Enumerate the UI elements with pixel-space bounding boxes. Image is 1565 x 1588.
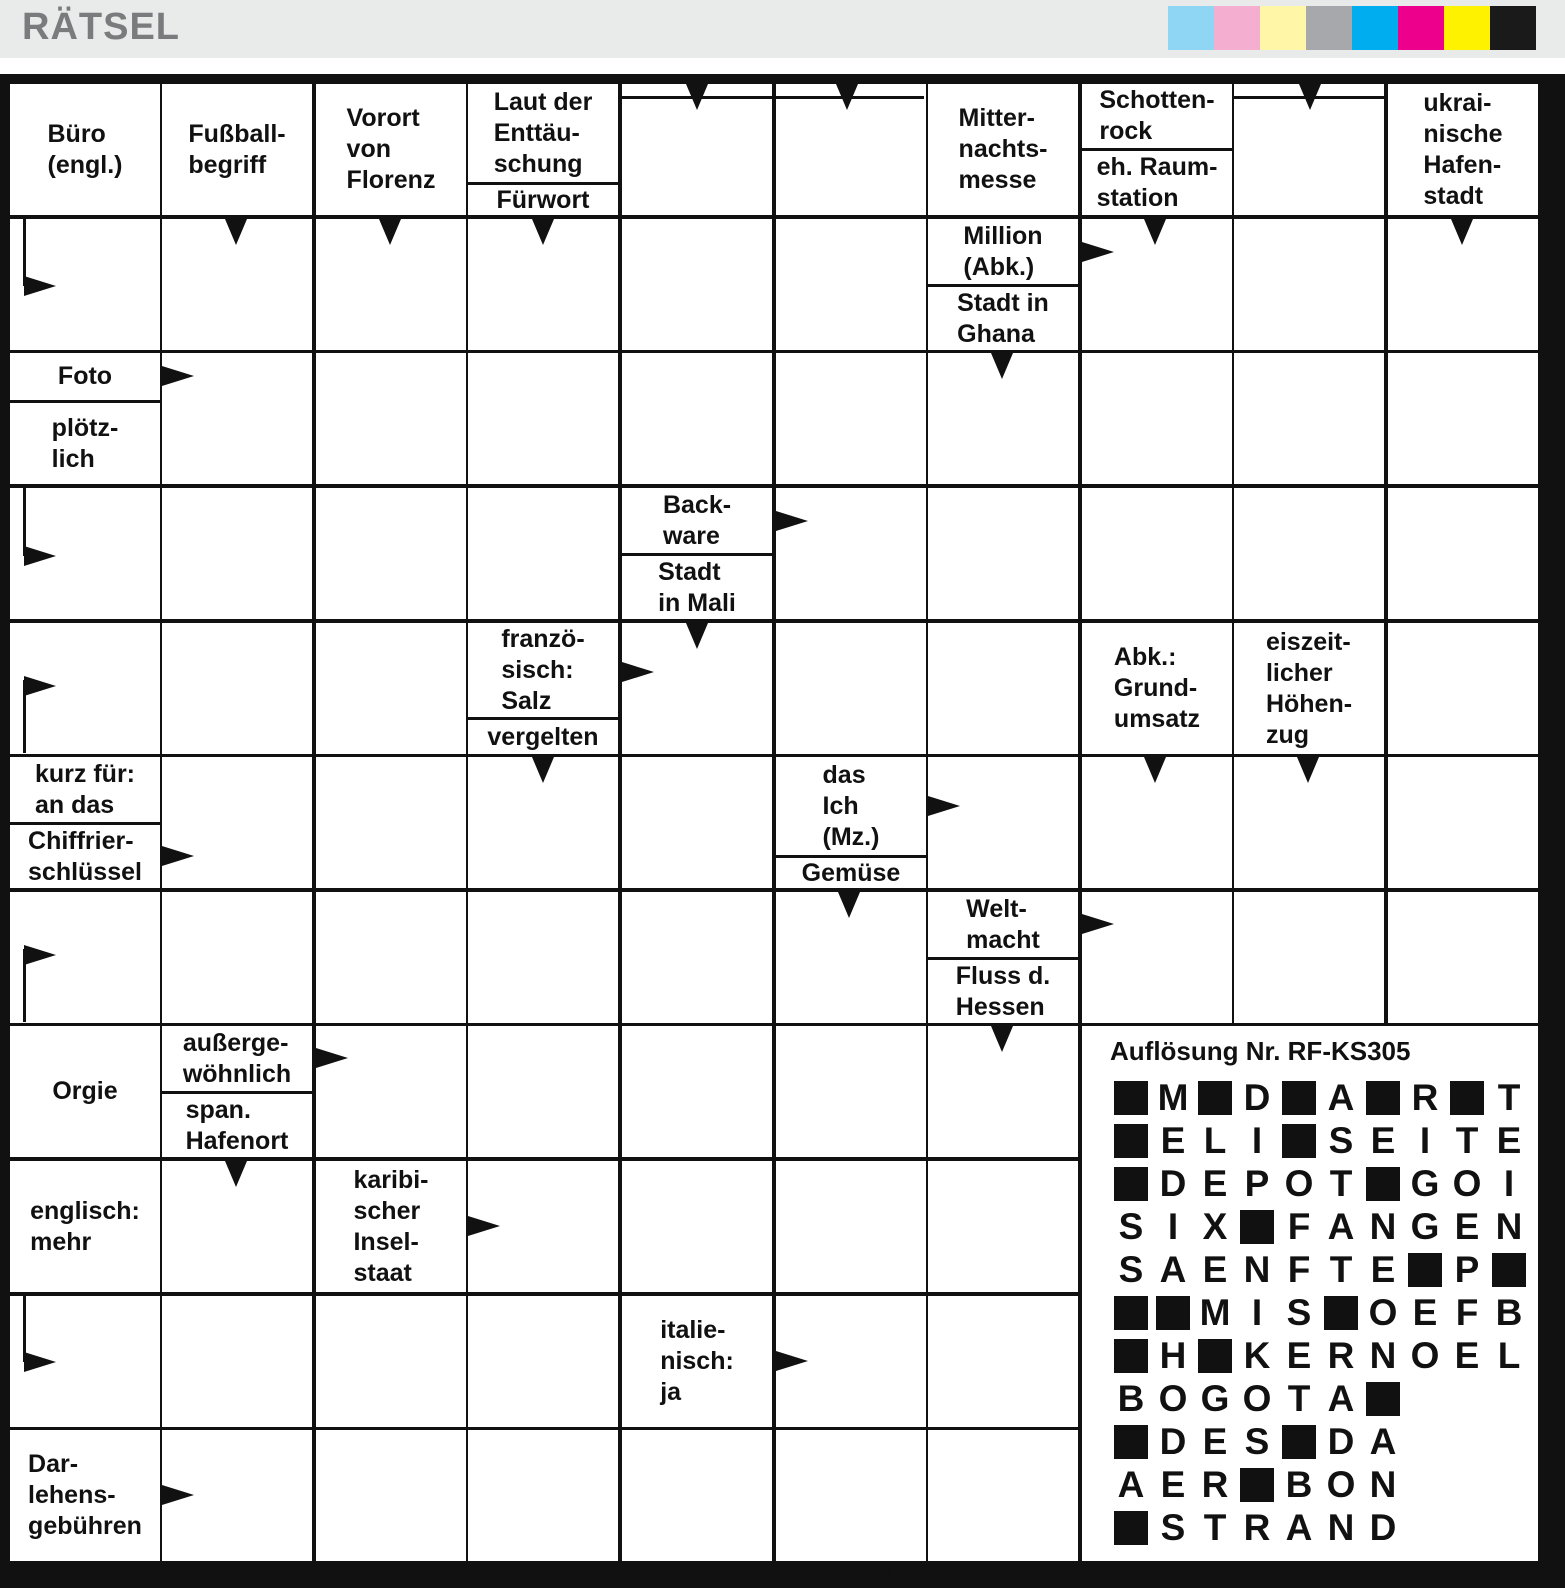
flag-arrow-icon (24, 676, 56, 696)
solution-block (1114, 1425, 1148, 1459)
solution-letter: I (1251, 1120, 1263, 1161)
solution-letter: I (1503, 1163, 1515, 1204)
clue-r6c6a: Welt- macht (928, 892, 1078, 957)
grid-cell[interactable] (316, 757, 466, 888)
solution-letter: D (1243, 1077, 1271, 1118)
clue-r0c9: ukrai- nische Hafen- stadt (1388, 84, 1538, 215)
grid-cell[interactable] (776, 488, 926, 619)
solution-row (1110, 1508, 1404, 1548)
grid-cell[interactable] (162, 623, 312, 754)
solution-letter: B (1495, 1292, 1523, 1333)
solution-letter: I (1167, 1206, 1179, 1247)
solution-title: Auflösung Nr. RF-KS305 (1110, 1036, 1411, 1066)
solution-letter: K (1243, 1335, 1271, 1376)
solution-letter: N (1495, 1206, 1523, 1247)
clue-r0c7a: Schotten- rock (1082, 84, 1232, 148)
solution-letter: R (1243, 1507, 1271, 1548)
clue-r1c6a: Million (Abk.) (928, 219, 1078, 284)
grid-cell[interactable] (1388, 757, 1538, 888)
down-arrow-icon (686, 623, 708, 649)
solution-block (1114, 1296, 1148, 1330)
top-arrow-bar (622, 96, 772, 99)
grid-cell[interactable] (928, 1430, 1078, 1561)
grid-cell[interactable] (928, 1296, 1078, 1427)
clue-r9c4: italie- nisch: ja (622, 1296, 772, 1427)
clue-r0c1: Fußball- begriff (162, 84, 312, 215)
down-arrow-icon (838, 892, 860, 918)
solution-letter: I (1419, 1120, 1431, 1161)
solution-block (1114, 1081, 1148, 1115)
clue-r8c0: englisch: mehr (10, 1161, 160, 1292)
grid-cell[interactable] (622, 892, 772, 1023)
grid-cell[interactable] (162, 892, 312, 1023)
grid-cell[interactable] (468, 1296, 618, 1427)
grid-cell[interactable] (468, 892, 618, 1023)
solution-letter: N (1243, 1249, 1271, 1290)
solution-letter: A (1285, 1507, 1313, 1548)
top-arrow-bar (1234, 96, 1384, 99)
solution-letter: N (1369, 1206, 1397, 1247)
solution-block (1240, 1468, 1274, 1502)
clue-r6c6b: Fluss d. Hessen (928, 960, 1078, 1023)
solution-letter: O (1410, 1335, 1440, 1376)
page-title: RÄTSEL (22, 6, 180, 48)
solution-letter: F (1455, 1292, 1479, 1333)
solution-letter: S (1118, 1206, 1144, 1247)
header-bar (0, 0, 1565, 58)
clue-r5c0a: kurz für: an das (10, 757, 160, 822)
solution-row (1110, 1207, 1530, 1247)
solution-letter: E (1454, 1206, 1480, 1247)
solution-letter: O (1452, 1163, 1482, 1204)
solution-letter: E (1496, 1120, 1522, 1161)
clue-r3c4a: Back- ware (622, 488, 772, 553)
grid-cell[interactable] (316, 892, 466, 1023)
clue-r5c5a: das Ich (Mz.) (776, 757, 926, 855)
solution-letter: A (1369, 1421, 1397, 1462)
solution-letter: S (1328, 1120, 1354, 1161)
solution-block (1450, 1081, 1484, 1115)
clue-r10c0: Dar- lehens- gebühren (10, 1430, 160, 1561)
solution-block (1114, 1167, 1148, 1201)
down-arrow-icon (1297, 757, 1319, 783)
down-arrow-icon (225, 1161, 247, 1187)
grid-cell[interactable] (1388, 488, 1538, 619)
grid-cell[interactable] (468, 1026, 618, 1157)
grid-cell[interactable] (1388, 892, 1538, 1023)
clue-r1c6b: Stadt in Ghana (928, 287, 1078, 350)
grid-cell[interactable] (1388, 353, 1538, 484)
clue-r7c0: Orgie (10, 1026, 160, 1157)
down-arrow-icon (225, 219, 247, 245)
right-arrow-icon (776, 1351, 808, 1371)
clue-r2c0a: Foto (10, 353, 160, 400)
right-arrow-icon (162, 366, 194, 386)
solution-letter: M (1199, 1292, 1231, 1333)
color-swatch (1444, 6, 1490, 50)
solution-letter: E (1202, 1249, 1228, 1290)
grid-cell[interactable] (928, 623, 1078, 754)
solution-letter: E (1202, 1421, 1228, 1462)
solution-letter: G (1200, 1378, 1230, 1419)
grid-cell[interactable] (622, 1026, 772, 1157)
solution-letter: R (1201, 1464, 1229, 1505)
grid-cell[interactable] (1234, 488, 1384, 619)
down-arrow-icon (532, 757, 554, 783)
right-arrow-icon (1082, 914, 1114, 934)
solution-block (1282, 1124, 1316, 1158)
clue-r7c1a: außerge- wöhnlich (162, 1026, 312, 1091)
solution-block (1114, 1124, 1148, 1158)
right-arrow-icon (316, 1048, 348, 1068)
color-swatch (1214, 6, 1260, 50)
solution-letter: R (1327, 1335, 1355, 1376)
solution-letter: L (1497, 1335, 1521, 1376)
solution-block (1282, 1425, 1316, 1459)
grid-cell[interactable] (928, 757, 1078, 888)
solution-letter: E (1160, 1120, 1186, 1161)
solution-row (1110, 1465, 1404, 1505)
solution-letter: R (1411, 1077, 1439, 1118)
solution-letter: X (1202, 1206, 1228, 1247)
right-arrow-icon (622, 662, 654, 682)
solution-block (1324, 1296, 1358, 1330)
clue-r4c7: Abk.: Grund- umsatz (1082, 623, 1232, 754)
solution-row (1110, 1250, 1530, 1290)
solution-letter: F (1287, 1206, 1311, 1247)
solution-letter: T (1329, 1163, 1353, 1204)
grid-cell[interactable] (776, 219, 926, 350)
right-arrow-icon (162, 1485, 194, 1505)
down-arrow-icon (1451, 219, 1473, 245)
solution-letter: G (1410, 1206, 1440, 1247)
solution-letter: D (1369, 1507, 1397, 1548)
grid-cell[interactable] (776, 623, 926, 754)
grid-cell[interactable] (1082, 892, 1232, 1023)
solution-block (1114, 1339, 1148, 1373)
solution-letter: D (1327, 1421, 1355, 1462)
solution-letter: B (1117, 1378, 1145, 1419)
bent-arrow-icon (24, 276, 56, 296)
grid-cell[interactable] (1234, 219, 1384, 350)
down-arrow-icon (379, 219, 401, 245)
solution-letter: F (1287, 1249, 1311, 1290)
solution-letter: I (1251, 1292, 1263, 1333)
right-arrow-icon (1082, 242, 1114, 262)
solution-row (1110, 1121, 1530, 1161)
solution-block (1366, 1382, 1400, 1416)
clue-r0c2: Vorort von Florenz (316, 84, 466, 215)
solution-letter: E (1370, 1120, 1396, 1161)
solution-letter: L (1203, 1120, 1227, 1161)
grid-cell[interactable] (776, 353, 926, 484)
solution-block (1366, 1167, 1400, 1201)
clue-r0c7b: eh. Raum- station (1082, 151, 1232, 215)
solution-letter: P (1454, 1249, 1480, 1290)
grid-cell[interactable] (622, 757, 772, 888)
grid-cell[interactable] (468, 353, 618, 484)
puzzle-code: RF-KS306 (825, 1563, 892, 1579)
solution-letter: E (1286, 1335, 1312, 1376)
grid-cell[interactable] (776, 1430, 926, 1561)
solution-letter: B (1285, 1464, 1313, 1505)
solution-letter: P (1244, 1163, 1270, 1204)
solution-block (1114, 1511, 1148, 1545)
solution-letter: S (1244, 1421, 1270, 1462)
solution-letter: A (1327, 1206, 1355, 1247)
grid-cell[interactable] (622, 1430, 772, 1561)
grid-cell[interactable] (622, 353, 772, 484)
solution-letter: O (1368, 1292, 1398, 1333)
solution-letter: A (1117, 1464, 1145, 1505)
solution-row (1110, 1422, 1404, 1462)
solution-row (1110, 1379, 1404, 1419)
solution-letter: A (1327, 1378, 1355, 1419)
clue-r8c2: karibi- scher Insel- staat (316, 1161, 466, 1292)
clue-r0c0: Büro (engl.) (10, 84, 160, 215)
solution-block (1366, 1081, 1400, 1115)
clue-r7c1b: span. Hafenort (162, 1094, 312, 1157)
right-arrow-icon (468, 1216, 500, 1236)
grid-cell[interactable] (162, 757, 312, 888)
grid-cell[interactable] (1234, 892, 1384, 1023)
clue-r2c0b: plötz- lich (10, 403, 160, 484)
right-arrow-icon (776, 511, 808, 531)
color-swatch (1306, 6, 1352, 50)
down-arrow-icon (532, 219, 554, 245)
solution-letter: O (1158, 1378, 1188, 1419)
grid-cell[interactable] (316, 1430, 466, 1561)
grid-cell[interactable] (316, 1026, 466, 1157)
solution-letter: O (1326, 1464, 1356, 1505)
solution-block (1408, 1253, 1442, 1287)
down-arrow-icon (991, 353, 1013, 379)
grid-cell[interactable] (316, 488, 466, 619)
solution-letter: N (1369, 1335, 1397, 1376)
grid-cell[interactable] (316, 623, 466, 754)
right-arrow-icon (162, 846, 194, 866)
grid-cell[interactable] (1388, 623, 1538, 754)
color-swatch (1398, 6, 1444, 50)
solution-letter: E (1412, 1292, 1438, 1333)
solution-letter: G (1410, 1163, 1440, 1204)
clue-r4c3b: vergelten (468, 720, 618, 754)
solution-letter: O (1242, 1378, 1272, 1419)
grid-cell[interactable] (776, 1161, 926, 1292)
grid-cell[interactable] (1082, 488, 1232, 619)
down-arrow-icon (1144, 757, 1166, 783)
solution-row (1110, 1336, 1530, 1376)
solution-letter: T (1287, 1378, 1311, 1419)
grid-cell[interactable] (776, 1026, 926, 1157)
solution-letter: E (1454, 1335, 1480, 1376)
solution-block (1282, 1081, 1316, 1115)
clue-r0c6: Mitter- nachts- messe (928, 84, 1078, 215)
solution-letter: D (1159, 1421, 1187, 1462)
solution-row (1110, 1164, 1530, 1204)
solution-block (1156, 1296, 1190, 1330)
clue-r4c3a: franzö- sisch: Salz (468, 623, 618, 717)
solution-letter: O (1284, 1163, 1314, 1204)
flag-arrow-icon (24, 945, 56, 965)
solution-letter: S (1118, 1249, 1144, 1290)
solution-letter: T (1329, 1249, 1353, 1290)
bent-arrow-icon (24, 546, 56, 566)
grid-cell[interactable] (622, 219, 772, 350)
solution-block (1492, 1253, 1526, 1287)
grid-cell[interactable] (1082, 353, 1232, 484)
bent-arrow-icon (24, 1352, 56, 1372)
color-swatch (1168, 6, 1214, 50)
solution-block (1198, 1081, 1232, 1115)
grid-cell[interactable] (468, 488, 618, 619)
color-swatch (1260, 6, 1306, 50)
solution-letter: S (1160, 1507, 1186, 1548)
top-arrow-bar (776, 96, 924, 99)
solution-letter: A (1327, 1077, 1355, 1118)
solution-letter: D (1159, 1163, 1187, 1204)
clue-r4c8: eiszeit- licher Höhen- zug (1234, 623, 1384, 754)
solution-block (1240, 1210, 1274, 1244)
grid-cell[interactable] (468, 1430, 618, 1561)
grid-cell[interactable] (622, 1161, 772, 1292)
color-swatch (1490, 6, 1536, 50)
solution-block (1198, 1339, 1232, 1373)
grid-cell[interactable] (316, 1296, 466, 1427)
clue-r5c5b: Gemüse (776, 858, 926, 888)
clue-r5c0b: Chiffrier- schlüssel (10, 825, 160, 888)
solution-letter: N (1327, 1507, 1355, 1548)
solution-row (1110, 1078, 1530, 1118)
grid-cell[interactable] (162, 1296, 312, 1427)
solution-letter: N (1369, 1464, 1397, 1505)
grid-cell[interactable] (1234, 353, 1384, 484)
solution-letter: E (1202, 1163, 1228, 1204)
clue-r3c4b: Stadt in Mali (622, 556, 772, 619)
solution-row (1110, 1293, 1530, 1333)
clue-r0c3b: Fürwort (468, 185, 618, 215)
grid-cell[interactable] (162, 488, 312, 619)
clue-r0c3a: Laut der Enttäu- schung (468, 84, 618, 182)
solution-letter: T (1455, 1120, 1479, 1161)
grid-cell[interactable] (928, 1161, 1078, 1292)
solution-panel (1082, 1026, 1538, 1561)
down-arrow-icon (1144, 219, 1166, 245)
solution-letter: H (1159, 1335, 1187, 1376)
down-arrow-icon (991, 1026, 1013, 1052)
solution-letter: M (1157, 1077, 1189, 1118)
grid-cell[interactable] (316, 353, 466, 484)
solution-letter: A (1159, 1249, 1187, 1290)
right-arrow-icon (928, 796, 960, 816)
solution-letter: E (1160, 1464, 1186, 1505)
grid-cell[interactable] (928, 488, 1078, 619)
solution-letter: T (1497, 1077, 1521, 1118)
solution-letter: E (1370, 1249, 1396, 1290)
color-swatch (1352, 6, 1398, 50)
solution-letter: T (1203, 1507, 1227, 1548)
solution-letter: S (1286, 1292, 1312, 1333)
